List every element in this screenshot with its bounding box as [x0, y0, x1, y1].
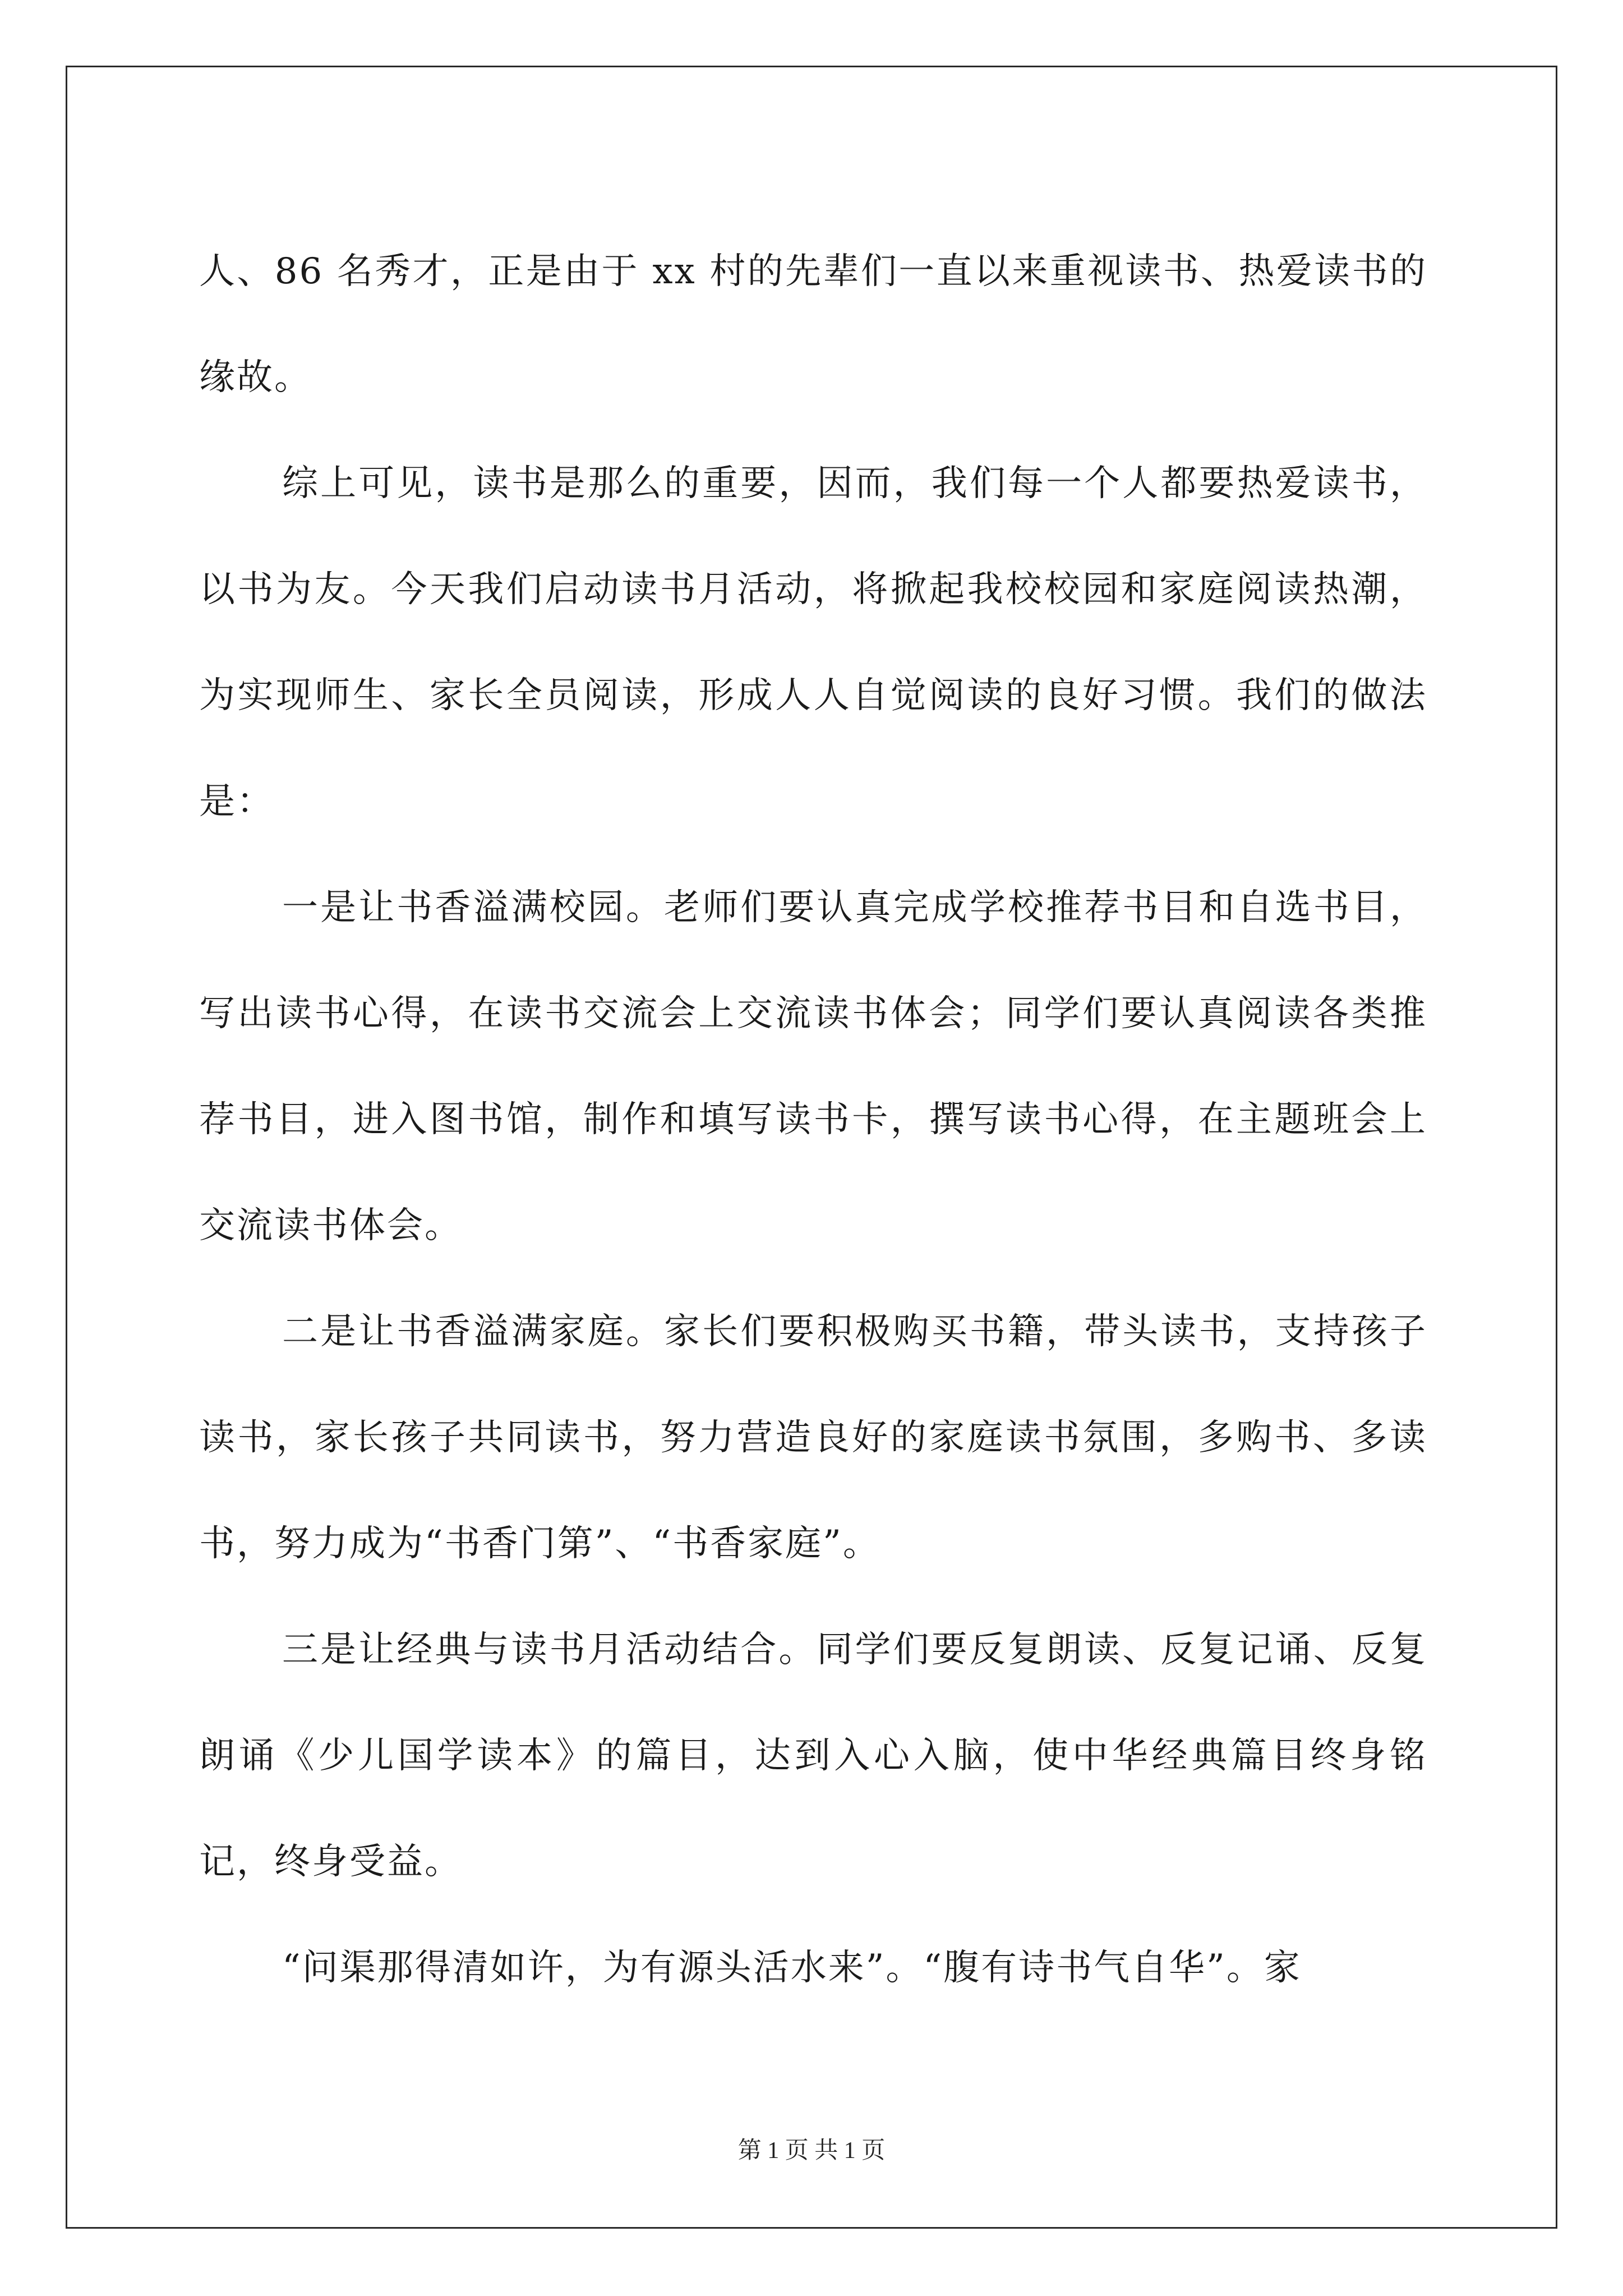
paragraph-3: 一是让书香溢满校园。老师们要认真完成学校推荐书目和自选书目，写出读书心得，在读书交流会上交流读书体会；同学们要认真阅读各类推荐书目，进入图书馆，制作和填写读书卡，撰写读书心得，在主题班会上交流读书体会。 — [199, 887, 1427, 1246]
paragraph-5: 三是让经典与读书月活动结合。同学们要反复朗读、反复记诵、反复朗诵《少儿国学读本》的篇目，达到入心入脑，使中华经典篇目终身铭记，终身受益。 — [199, 1629, 1427, 1883]
paragraph-2: 综上可见，读书是那么的重要，因而，我们每一个人都要热爱读书，以书为友。今天我们启动读书月活动，将掀起我校校园和家庭阅读热潮，为实现师生、家长全员阅读，形成人人自觉阅读的良好习惯。我们的做法是： — [199, 463, 1427, 822]
paragraph-4: 二是让书香溢满家庭。家长们要积极购买书籍，带头读书，支持孩子读书，家长孩子共同读书，努力营造良好的家庭读书氛围，多购书、多读书，努力成为“书香门第”、“书香家庭”。 — [199, 1311, 1427, 1565]
page-number-footer: 第 1 页 共 1 页 — [737, 2138, 886, 2164]
paragraph-1: 人、86 名秀才，正是由于 xx 村的先辈们一直以来重视读书、热爱读书的缘故。 — [199, 251, 1427, 398]
document-body — [199, 219, 1427, 2021]
paragraph-6: “问渠那得清如许，为有源头活水来”。“腹有诗书气自华”。家 — [282, 1947, 1302, 1989]
